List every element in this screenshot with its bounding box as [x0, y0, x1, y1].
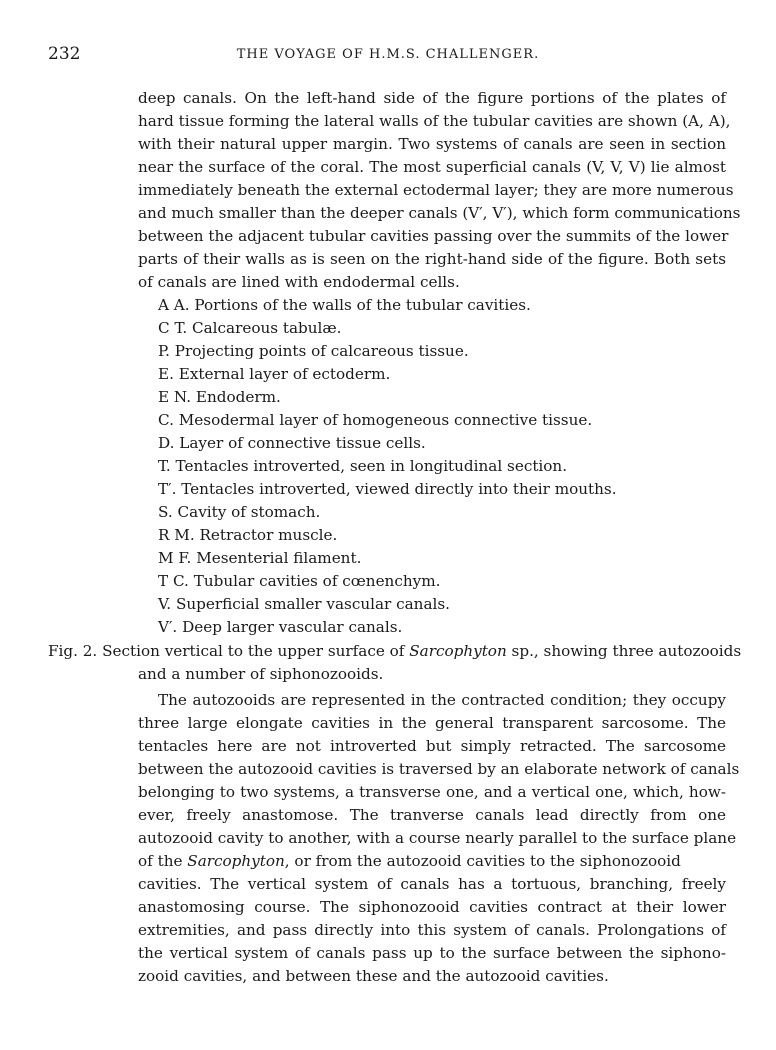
text-line: deep canals. On the left-hand side of the figure portions of the plates of — [138, 89, 726, 107]
text-line: cavities. The vertical system of canals has a tortuous, branching, freely — [138, 875, 726, 893]
text-line: autozooid cavity to another, with a course nearly parallel to the surface plane — [138, 829, 737, 847]
legend-item: R M. Retractor muscle. — [158, 526, 338, 544]
text-line: belonging to two systems, a transverse one, and a vertical one, which, how- — [138, 783, 726, 801]
text-line: of canals are lined with endodermal cells. — [138, 273, 460, 291]
text-line: anastomosing course. The siphonozooid cavities contract at their lower — [138, 898, 726, 916]
legend-item: S. Cavity of stomach. — [158, 503, 321, 521]
legend-item: D. Layer of connective tissue cells. — [158, 434, 426, 452]
legend-item: C T. Calcareous tabulæ. — [158, 319, 342, 337]
text-segment: , or from the autozooid cavities to the siphonozooid — [284, 852, 681, 870]
text-line: the vertical system of canals pass up to the surface between the siphono- — [138, 944, 726, 962]
text-line: zooid cavities, and between these and the autozooid cavities. — [138, 967, 609, 985]
legend-item: E N. Endoderm. — [158, 388, 281, 406]
legend-item: P. Projecting points of calcareous tissue. — [158, 342, 469, 360]
genus-name: Sarcophyton — [409, 642, 507, 660]
page-number: 232 — [48, 44, 81, 64]
legend-item: A A. Portions of the walls of the tubular cavities. — [158, 296, 531, 314]
legend-item: C. Mesodermal layer of homogeneous connective tissue. — [158, 411, 593, 429]
text-line: and much smaller than the deeper canals (V′, V′), which form communications — [138, 204, 741, 222]
caption-text: sp., showing three autozooids — [506, 642, 742, 660]
caption-text: Section vertical to the upper surface of — [102, 642, 410, 660]
text-line: tentacles here are not introverted but simply retracted. The sarcosome — [138, 737, 726, 755]
legend-item: M F. Mesenterial filament. — [158, 549, 362, 567]
legend-item: V. Superficial smaller vascular canals. — [158, 595, 450, 613]
legend-item: T′. Tentacles introverted, viewed directly into their mouths. — [158, 480, 617, 498]
text-line: ever, freely anastomose. The tranverse canals lead directly from one — [138, 806, 726, 824]
text-line: with their natural upper margin. Two systems of canals are seen in section — [138, 135, 726, 153]
figure-label: Fig. 2. — [48, 642, 98, 660]
text-line: extremities, and pass directly into this system of canals. Prolongations of — [138, 921, 726, 939]
legend-item: V′. Deep larger vascular canals. — [158, 618, 403, 636]
text-line: parts of their walls as is seen on the right-hand side of the figure. Both sets — [138, 250, 726, 268]
figure-2-caption-line — [48, 640, 742, 663]
text-line: between the adjacent tubular cavities passing over the summits of the lower — [138, 227, 729, 245]
text-line: between the autozooid cavities is traversed by an elaborate network of canals — [138, 760, 740, 778]
legend-item: T. Tentacles introverted, seen in longitudinal section. — [158, 457, 568, 475]
text-line: near the surface of the coral. The most superficial canals (V, V, V) lie almost — [138, 158, 726, 176]
legend-item: E. External layer of ectoderm. — [158, 365, 391, 383]
text-segment: of the — [138, 852, 188, 870]
text-line — [138, 850, 726, 873]
text-line: hard tissue forming the lateral walls of the tubular cavities are shown (A, A), — [138, 112, 731, 130]
text-line: immediately beneath the external ectodermal layer; they are more numerous — [138, 181, 734, 199]
running-title: THE VOYAGE OF H.M.S. CHALLENGER. — [236, 47, 540, 62]
genus-name: Sarcophyton — [187, 852, 285, 870]
text-line: three large elongate cavities in the general transparent sarcosome. The — [138, 714, 726, 732]
text-line: The autozooids are represented in the contracted condition; they occupy — [158, 691, 726, 709]
page-header — [0, 44, 776, 68]
legend-item: T C. Tubular cavities of cœnenchym. — [158, 572, 441, 590]
text-line: and a number of siphonozooids. — [138, 665, 384, 683]
